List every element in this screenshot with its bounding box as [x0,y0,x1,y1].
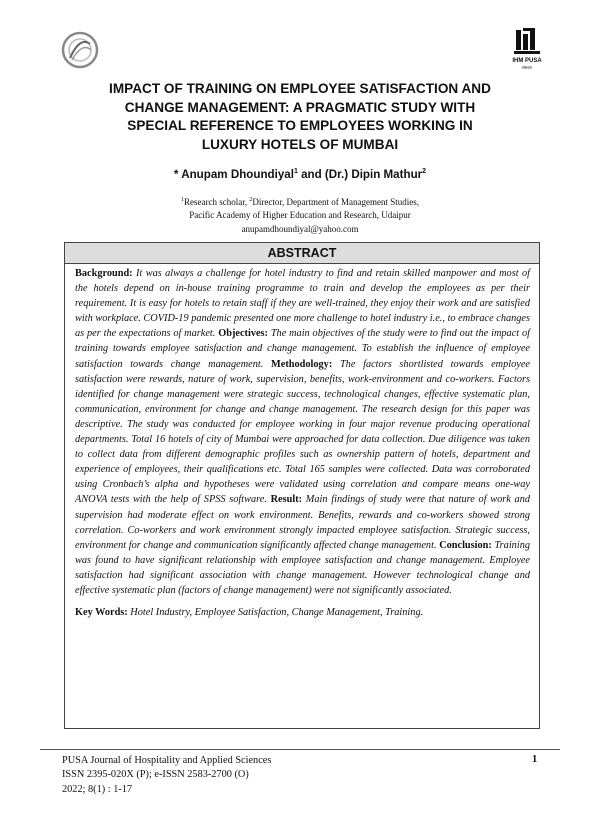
author-sup-2: 2 [422,168,427,176]
title-line: LUXURY HOTELS OF MUMBAI [201,136,399,152]
journal-name: PUSA Journal of Hospitality and Applied Sciences [62,755,272,766]
keywords [75,605,530,620]
background-text: It was always a challenge for hotel industry to find and retain skilled manpower and most of the hotels depend on in-house training programme to train and develop the employees as per their requirement. It is easy for hotels to retain staff if they are well-trained, they enjoy their work and are satisfied with workplace. COVID-19 pandemic presented one more challenge to hotel industry i.e., to embrace changes as per the expectations of market. [75,268,530,340]
ihm-pusa-logo [510,28,544,72]
author-email[interactable]: anupamdhoundiyal@yahoo.com [241,223,359,234]
footer-divider [40,749,560,750]
footer [62,754,271,797]
logo-caption: IHM PUSA [512,58,542,64]
background-label: Background: [75,268,133,279]
conclusion-label: Conclusion: [439,539,492,551]
pusa-journal-logo [60,30,100,70]
author-sup-1: 1 [293,168,298,176]
aff-sup-1: 1 [181,197,185,203]
keywords-text: Hotel Industry, Employee Satisfaction, Change Management, Training. [127,607,424,619]
keywords-label: Key Words: [75,607,128,619]
aff-research-scholar: Research scholar, [184,197,250,207]
affiliations [0,194,600,236]
methodology-text: The factors shortlisted towards employee satisfaction were rewards, nature of work, supervision, benefits, work-environment and co-workers. Factors identified for change management were strategic success, technological changes, effective systematic plan, communication, environment for change and change management. The research design for this paper was descriptive. The study was conducted for employee working in four major revenue producing operational departments. Total 16 hotels of city of Mumbai were approached for data collection. Due diligence was taken to collect data from different demographic profiles such as ownership pattern of hotels, department and experience of employees, their qualifications etc. Total 165 samples were collected. Data was corroborated using Cronbach’s alpha and hypotheses were validated using correlation and compare means one-way ANOVA tests with the help of SPSS software. [75,358,530,506]
objectives-text: The main objectives of the study were to find out the impact of training towards employee satisfaction and change management. To establish the influence of employee satisfaction towards change management. [75,328,530,370]
paper-title [70,80,530,154]
aff-sup-2: 2 [249,197,253,203]
result-label: Result: [270,494,303,506]
abstract-body [65,264,539,620]
title-line: IMPACT OF TRAINING ON EMPLOYEE SATISFACTION AND [109,81,491,96]
result-text: Main findings of study were that nature of work and supervision had moderate effect on work environment. Benefits, rewards and co-workers showed strong correlation. Co-workers and work environment strongly impacted employee satisfaction. Strategic success, environment for change and communication significantly affected change management. [75,494,531,551]
abstract-heading: ABSTRACT [65,243,539,264]
objectives-label: Objectives: [218,328,268,340]
abstract-box [64,242,540,729]
journal-issn: ISSN 2395-020X (P); e-ISSN 2583-2700 (O) [62,769,249,781]
abstract-paragraph [75,266,530,598]
affiliation-institute: Pacific Academy of Higher Education and Research, Udaipur [189,210,411,221]
author-second: and (Dr.) Dipin Mathur [297,168,423,181]
title-line: SPECIAL REFERENCE TO EMPLOYEES WORKING IN [127,118,473,133]
conclusion-text: Training was found to have significant relationship with employee satisfaction and change management. Employee satisfaction had significant association with change management. However technological change and effective systematic plan (factors of change management) were not significantly associated. [75,539,530,596]
authors [0,168,600,181]
logo-subcaption: संस्थान [522,65,532,70]
affiliation-line [0,194,600,209]
journal-volume: 2022; 8(1) : 1-17 [62,783,133,795]
page-number: 1 [532,754,538,765]
author-first: * Anupam Dhoundiyal [173,168,294,181]
aff-director: Director, Department of Management Studies, [252,197,419,207]
methodology-label: Methodology: [271,358,333,370]
title-line: CHANGE MANAGEMENT: A PRAGMATIC STUDY WITH [124,99,476,115]
